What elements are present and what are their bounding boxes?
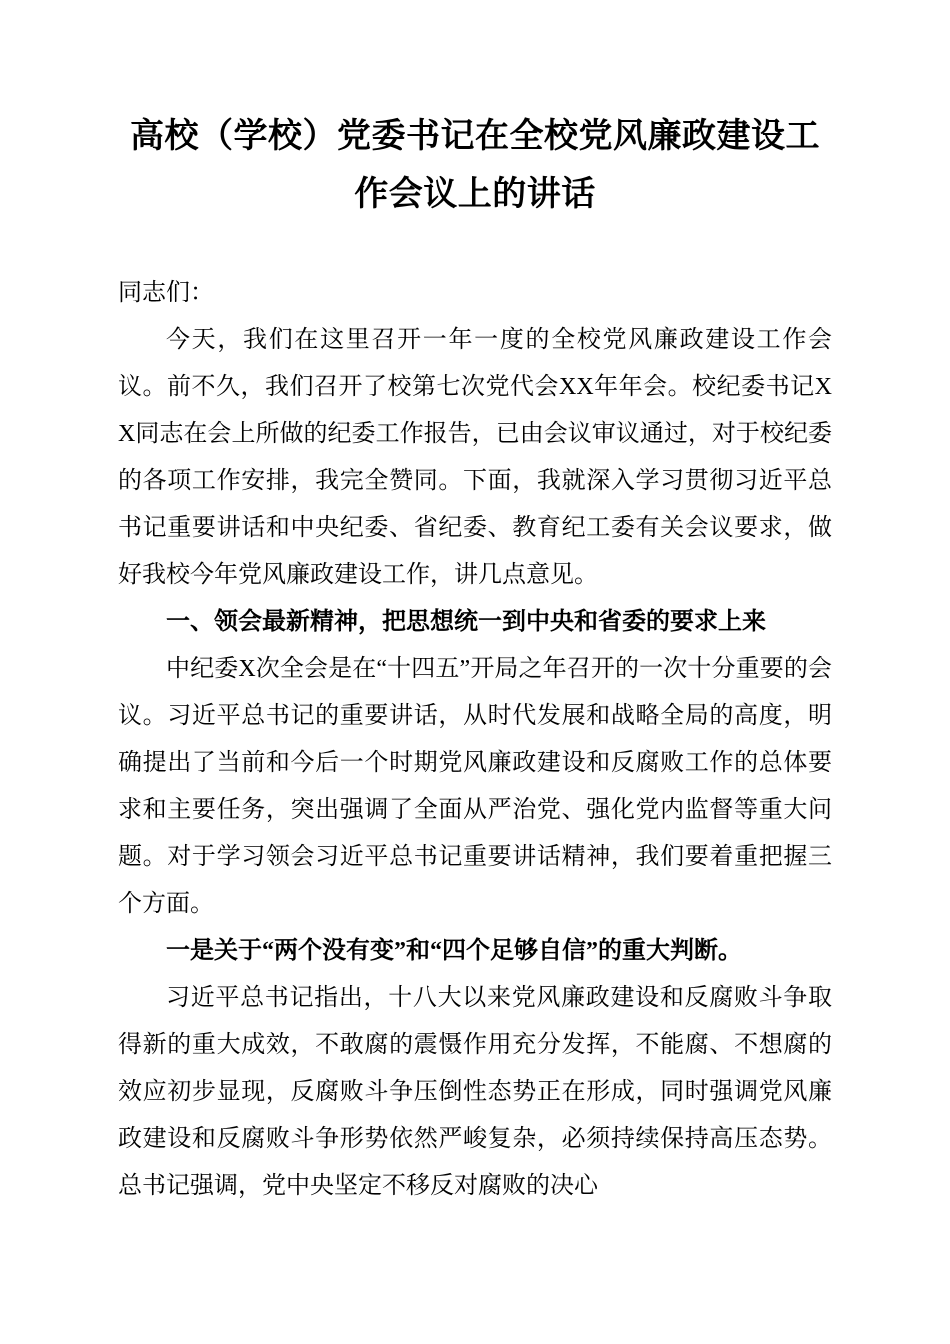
section-heading-one: 一、领会最新精神，把思想统一到中央和省委的要求上来 (166, 608, 766, 635)
document-title: 高校（学校）党委书记在全校党风廉政建设工作会议上的讲话 (130, 118, 820, 213)
paragraph-intro: 今天，我们在这里召开一年一度的全校党风廉政建设工作会议。前不久，我们召开了校第七次党代会XX年年会。校纪委书记XX同志在会上所做的纪委工作报告，已由会议审议通过，对于校纪委的各项工作安排，我完全赞同。下面，我就深入学习贯彻习近平总书记重要讲话和中央纪委、省纪委、教育纪工委有关会议要求，做好我校今年党风廉政建设工作，讲几点意见。 (118, 326, 832, 588)
subsection-heading-one: 一是关于“两个没有变”和“四个足够自信”的重大判断。 (166, 937, 742, 964)
paragraph-subsection-one-body: 习近平总书记指出，十八大以来党风廉政建设和反腐败斗争取得新的重大成效，不敢腐的震慑作用充分发挥，不能腐、不想腐的效应初步显现，反腐败斗争压倒性态势正在形成，同时强调党风廉政建设和反腐败斗争形势依然严峻复杂，必须持续保持高压态势。总书记强调，党中央坚定不移反对腐败的决心 (118, 984, 832, 1199)
paragraph-section-one-body: 中纪委X次全会是在“十四五”开局之年召开的一次十分重要的会议。习近平总书记的重要讲话，从时代发展和战略全局的高度，明确提出了当前和今后一个时期党风廉政建设和反腐败工作的总体要求和主要任务，突出强调了全面从严治党、强化党内监督等重大问题。对于学习领会习近平总书记重要讲话精神，我们要着重把握三个方面。 (118, 655, 832, 917)
paragraph-salutation: 同志们： (118, 279, 214, 306)
